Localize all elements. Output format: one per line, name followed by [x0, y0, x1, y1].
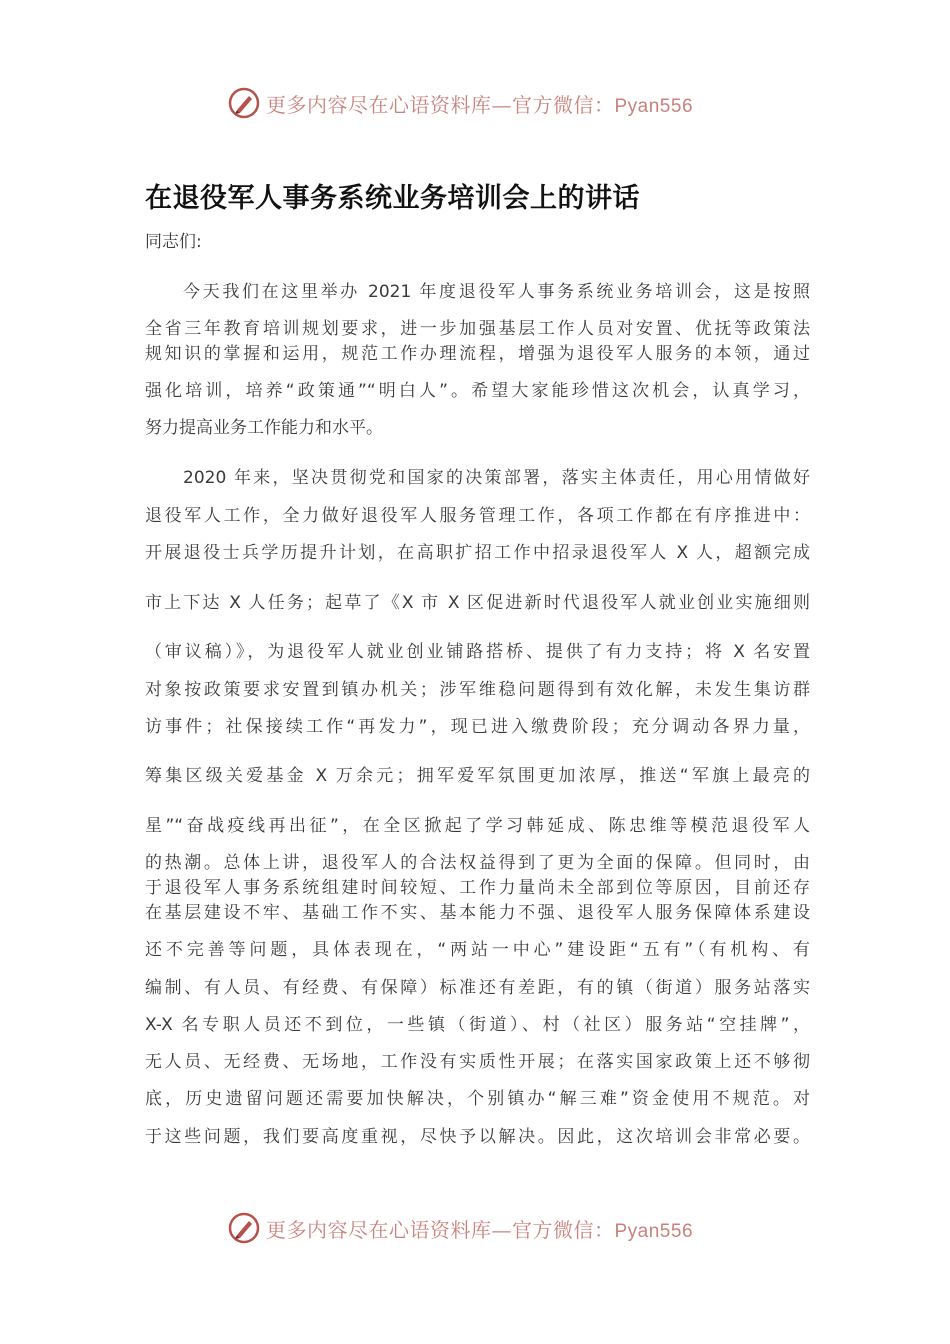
text-line: （审议稿）》，为退役军人就业创业铺路搭桥、提供了有力支持；将 X 名安置 [145, 642, 810, 662]
wechat-id: Pyan556 [614, 1220, 694, 1242]
text-line: 还不完善等问题，具体表现在，“两站一中心”建设距“五有”（有机构、有 [145, 940, 810, 960]
text-line: 在基层建设不牢、基础工作不实、基本能力不强、退役军人服务保障体系建设 [145, 903, 810, 923]
text-line: 2020 年来，坚决贯彻党和国家的决策部署，落实主体责任，用心用情做好 [183, 468, 810, 488]
pen-logo-icon [228, 87, 260, 119]
text-line: 规知识的掌握和运用，规范工作办理流程，增强为退役军人服务的本领，通过 [145, 344, 810, 364]
text-line: 于这些问题，我们要高度重视，尽快予以解决。因此，这次培训会非常必要。 [145, 1127, 810, 1147]
text-line: 对象按政策要求安置到镇办机关；涉军维稳问题得到有效化解，未发生集访群 [145, 680, 810, 700]
watermark-text: 更多内容尽在心语资料库—官方微信：Pyan556 [266, 1217, 694, 1242]
text-line: 星”“奋战疫线再出征”，在全区掀起了学习韩延成、陈忠维等模范退役军人 [145, 816, 810, 836]
text-line: 于退役军人事务系统组建时间较短、工作力量尚未全部到位等原因，目前还存 [145, 878, 810, 898]
text-line: 编制、有人员、有经费、有保障）标准还有差距，有的镇（街道）服务站落实 [145, 978, 810, 998]
text-line: 退役军人工作，全力做好退役军人服务管理工作，各项工作都在有序推进中： [145, 506, 810, 526]
text-line: 无人员、无经费、无场地，工作没有实质性开展；在落实国家政策上还不够彻 [145, 1052, 810, 1072]
text-line: 努力提高业务工作能力和水平。 [145, 418, 383, 438]
text-line: 的热潮。总体上讲，退役军人的合法权益得到了更为全面的保障。但同时，由 [145, 853, 810, 873]
text-line: 今天我们在这里举办 2021 年度退役军人事务系统业务培训会，这是按照 [183, 282, 810, 302]
salutation: 同志们: [145, 232, 202, 252]
text-line: 筹集区级关爱基金 X 万余元；拥军爱军氛围更加浓厚，推送“军旗上最亮的 [145, 766, 810, 786]
watermark-text: 更多内容尽在心语资料库—官方微信：Pyan556 [266, 92, 694, 117]
text-line: 开展退役士兵学历提升计划，在高职扩招工作中招录退役军人 X 人，超额完成 [145, 543, 810, 563]
wechat-id: Pyan556 [614, 95, 694, 117]
text-line: 强化培训，培养“政策通”“明白人”。希望大家能珍惜这次机会，认真学习， [145, 381, 810, 401]
text-line: 全省三年教育培训规划要求，进一步加强基层工作人员对安置、优抚等政策法 [145, 319, 810, 339]
text-line: X-X 名专职人员还不到位，一些镇（街道）、村（社区）服务站“空挂牌”， [145, 1015, 810, 1035]
document-title: 在退役军人事务系统业务培训会上的讲话 [145, 183, 640, 214]
text-line: 市上下达 X 人任务；起草了《X 市 X 区促进新时代退役军人就业创业实施细则 [145, 593, 810, 613]
watermark-banner-top [228, 86, 693, 120]
pen-logo-icon [228, 1212, 260, 1244]
watermark-banner-bottom [228, 1211, 693, 1245]
text-line: 底，历史遗留问题还需要加快解决，个别镇办“解三难”资金使用不规范。对 [145, 1089, 810, 1109]
text-line: 访事件；社保接续工作“再发力”，现已进入缴费阶段；充分调动各界力量， [145, 717, 810, 737]
